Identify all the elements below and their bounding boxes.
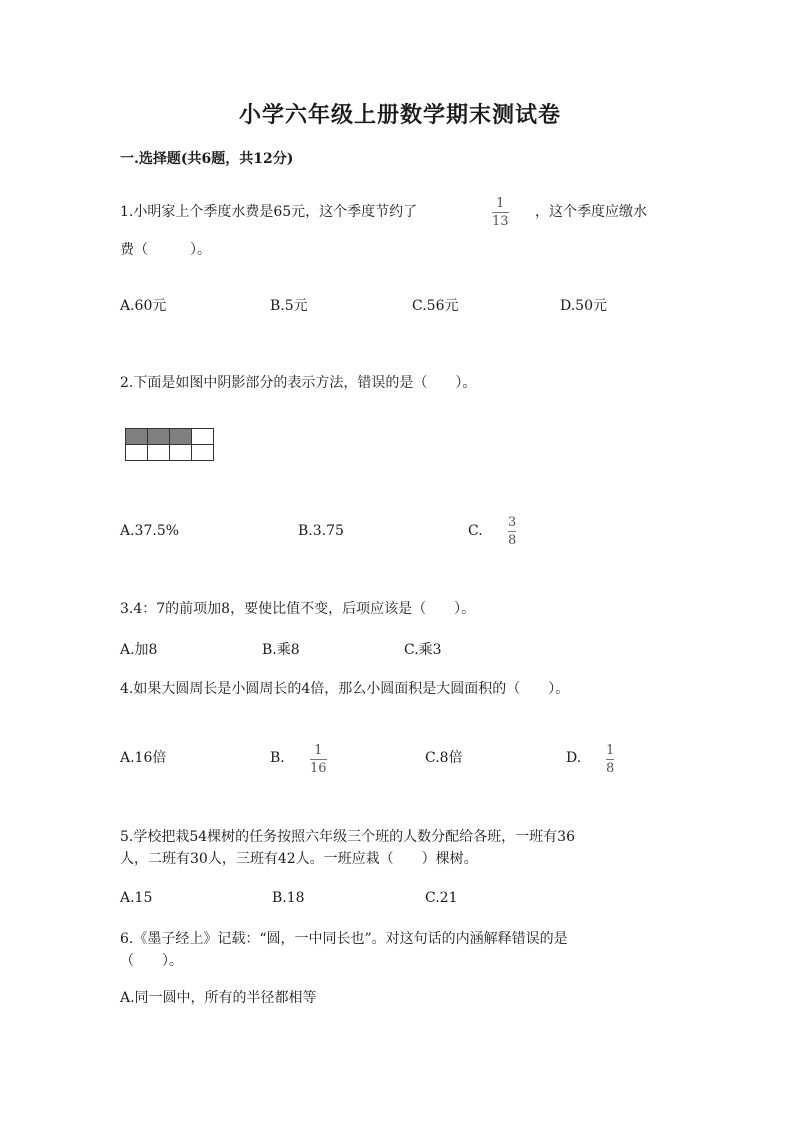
page-title: 小学六年级上册数学期末测试卷 — [238, 102, 561, 128]
fraction-denominator: 8 — [606, 761, 615, 776]
question-1-option-d[interactable]: D.50元 — [560, 298, 607, 314]
question-1-option-c[interactable]: C.56元 — [412, 298, 459, 314]
question-6-line-2: （ ）。 — [120, 953, 183, 969]
fraction-bar — [508, 531, 516, 532]
grid-cell — [126, 445, 148, 461]
grid-cell-shaded — [148, 429, 170, 445]
question-2-option-b[interactable]: B.3.75 — [298, 523, 344, 539]
fraction-bar — [606, 759, 614, 760]
grid-cell-shaded — [170, 429, 192, 445]
question-1-text-a: 1.小明家上个季度水费是65元，这个季度节约了 — [120, 204, 418, 220]
question-5-option-c[interactable]: C.21 — [425, 890, 458, 906]
question-5-option-b[interactable]: B.18 — [272, 890, 305, 906]
grid-cell-shaded — [126, 429, 148, 445]
question-1-text-c: 费（ ）。 — [120, 242, 211, 258]
fraction-denominator: 16 — [310, 761, 327, 776]
fraction-bar — [310, 759, 327, 760]
question-5-option-a[interactable]: A.15 — [120, 890, 153, 906]
question-3-option-a[interactable]: A.加8 — [120, 642, 158, 658]
question-4-option-d-fraction — [606, 743, 614, 776]
question-6-option-a[interactable]: A.同一圆中，所有的半径都相等 — [120, 990, 317, 1006]
question-1-option-a[interactable]: A.60元 — [120, 298, 167, 314]
question-2-text: 2.下面是如图中阴影部分的表示方法，错误的是（ ）。 — [120, 375, 477, 391]
fraction-denominator: 8 — [508, 533, 517, 548]
question-3-option-b[interactable]: B.乘8 — [262, 642, 300, 658]
grid-cell — [192, 445, 214, 461]
question-2-option-c[interactable]: C. — [468, 523, 483, 539]
question-3-option-c[interactable]: C.乘3 — [404, 642, 442, 658]
question-4-option-c[interactable]: C.8倍 — [425, 750, 463, 766]
question-4-option-d[interactable]: D. — [566, 750, 582, 766]
fraction-bar — [492, 212, 509, 213]
grid-cell — [148, 445, 170, 461]
question-4-option-a[interactable]: A.16倍 — [120, 750, 167, 766]
question-2-option-a[interactable]: A.37.5% — [120, 523, 180, 539]
question-1-fraction — [492, 196, 509, 229]
question-6-line-1: 6.《墨子经上》记载：“圆，一中同长也”。对这句话的内涵解释错误的是 — [120, 931, 568, 947]
grid-cell — [192, 429, 214, 445]
question-5-line-2: 人，二班有30人，三班有42人。一班应栽（ ）棵树。 — [120, 851, 478, 867]
grid-cell — [170, 445, 192, 461]
section-heading: 一.选择题(共6题，共12分) — [120, 151, 294, 167]
question-4-text: 4.如果大圆周长是小圆周长的4倍，那么小圆面积是大圆面积的（ ）。 — [120, 681, 570, 697]
question-5-line-1: 5.学校把栽54棵树的任务按照六年级三个班的人数分配给各班，一班有36 — [120, 829, 575, 845]
fraction-numerator: 1 — [314, 743, 323, 758]
fraction-denominator: 13 — [492, 214, 509, 229]
question-2-option-c-fraction — [508, 515, 516, 548]
fraction-numerator: 3 — [508, 515, 517, 530]
question-4-option-b[interactable]: B. — [270, 750, 285, 766]
shaded-grid-figure — [125, 428, 214, 461]
fraction-numerator: 1 — [496, 196, 505, 211]
question-1-option-b[interactable]: B.5元 — [270, 298, 308, 314]
question-1-text-b: ，这个季度应缴水 — [535, 204, 647, 220]
fraction-numerator: 1 — [606, 743, 615, 758]
question-4-option-b-fraction — [310, 743, 327, 776]
question-3-text: 3.4：7的前项加8，要使比值不变，后项应该是（ ）。 — [120, 601, 476, 617]
